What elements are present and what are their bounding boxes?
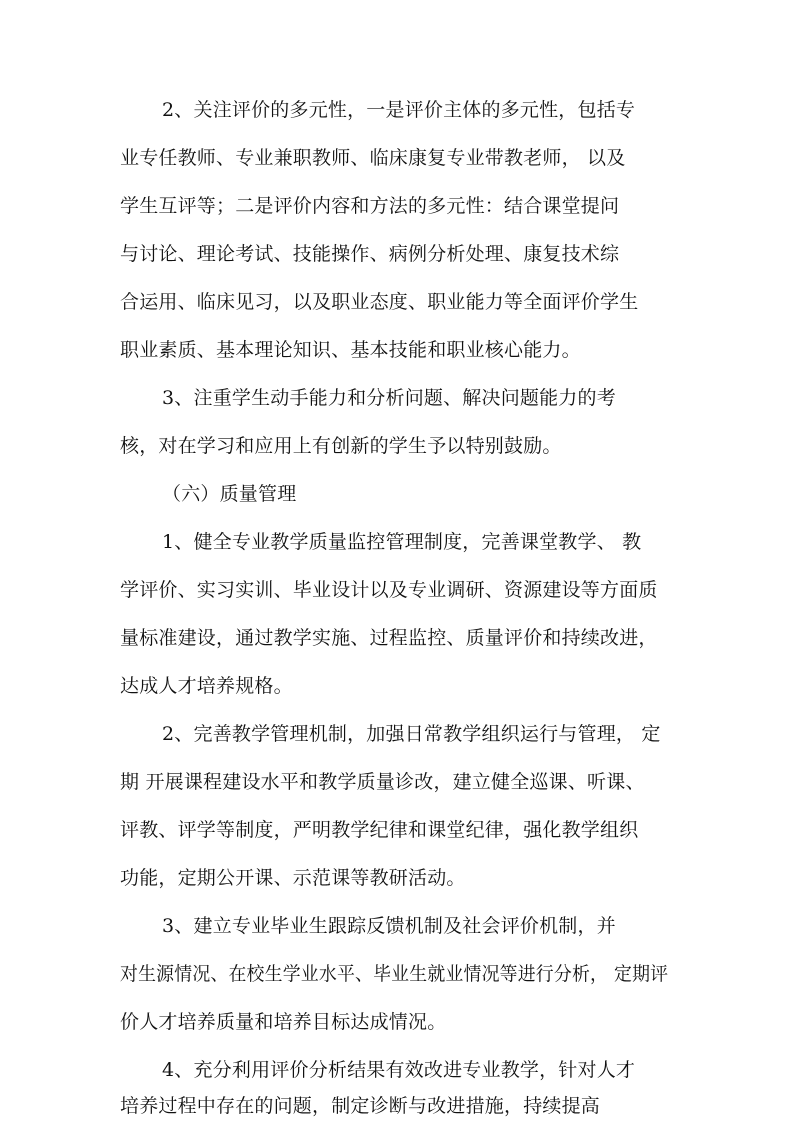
paragraph-line: 量标准建设，通过教学实施、过程监控、质量评价和持续改进，	[120, 627, 658, 649]
paragraph-line: 职业素质、基本理论知识、基本技能和职业核心能力。	[120, 339, 581, 361]
paragraph-line: 4、充分利用评价分析结果有效改进专业教学，针对人才	[162, 1059, 636, 1081]
paragraph-line: 评教、评学等制度，严明教学纪律和课堂纪律，强化教学组织	[120, 819, 639, 841]
section-heading: （六）质量管理	[162, 483, 297, 505]
paragraph-line: 培养过程中存在的问题，制定诊断与改进措施，持续提高	[120, 1095, 601, 1117]
paragraph-line: 2、完善教学管理机制，加强日常教学组织运行与管理， 定	[162, 723, 661, 745]
paragraph-line: 价人才培养质量和培养目标达成情况。	[120, 1011, 447, 1033]
paragraph-line: 3、注重学生动手能力和分析问题、解决问题能力的考	[162, 387, 616, 409]
paragraph-line: 3、建立专业毕业生跟踪反馈机制及社会评价机制，并	[162, 915, 616, 937]
paragraph-line: 学生互评等；二是评价内容和方法的多元性：结合课堂提问	[120, 195, 620, 217]
paragraph-line: 2、关注评价的多元性，一是评价主体的多元性，包括专	[162, 99, 636, 121]
paragraph-line: 功能，定期公开课、示范课等教研活动。	[120, 867, 466, 889]
paragraph-line: 1、健全专业教学质量监控管理制度，完善课堂教学、 教	[162, 531, 642, 553]
paragraph-line: 业专任教师、专业兼职教师、临床康复专业带教老师， 以及	[120, 147, 626, 169]
paragraph-line: 与讨论、理论考试、技能操作、病例分析处理、康复技术综	[120, 243, 620, 265]
paragraph-line: 期 开展课程建设水平和教学质量诊改，建立健全巡课、听课、	[120, 771, 645, 793]
paragraph-line: 对生源情况、在校生学业水平、毕业生就业情况等进行分析， 定期评	[120, 963, 669, 985]
paragraph-line: 合运用、临床见习，以及职业态度、职业能力等全面评价学生	[120, 291, 639, 313]
paragraph-line: 核，对在学习和应用上有创新的学生予以特别鼓励。	[120, 435, 562, 457]
paragraph-line: 达成人才培养规格。	[120, 675, 293, 697]
paragraph-line: 学评价、实习实训、毕业设计以及专业调研、资源建设等方面质	[120, 579, 658, 601]
